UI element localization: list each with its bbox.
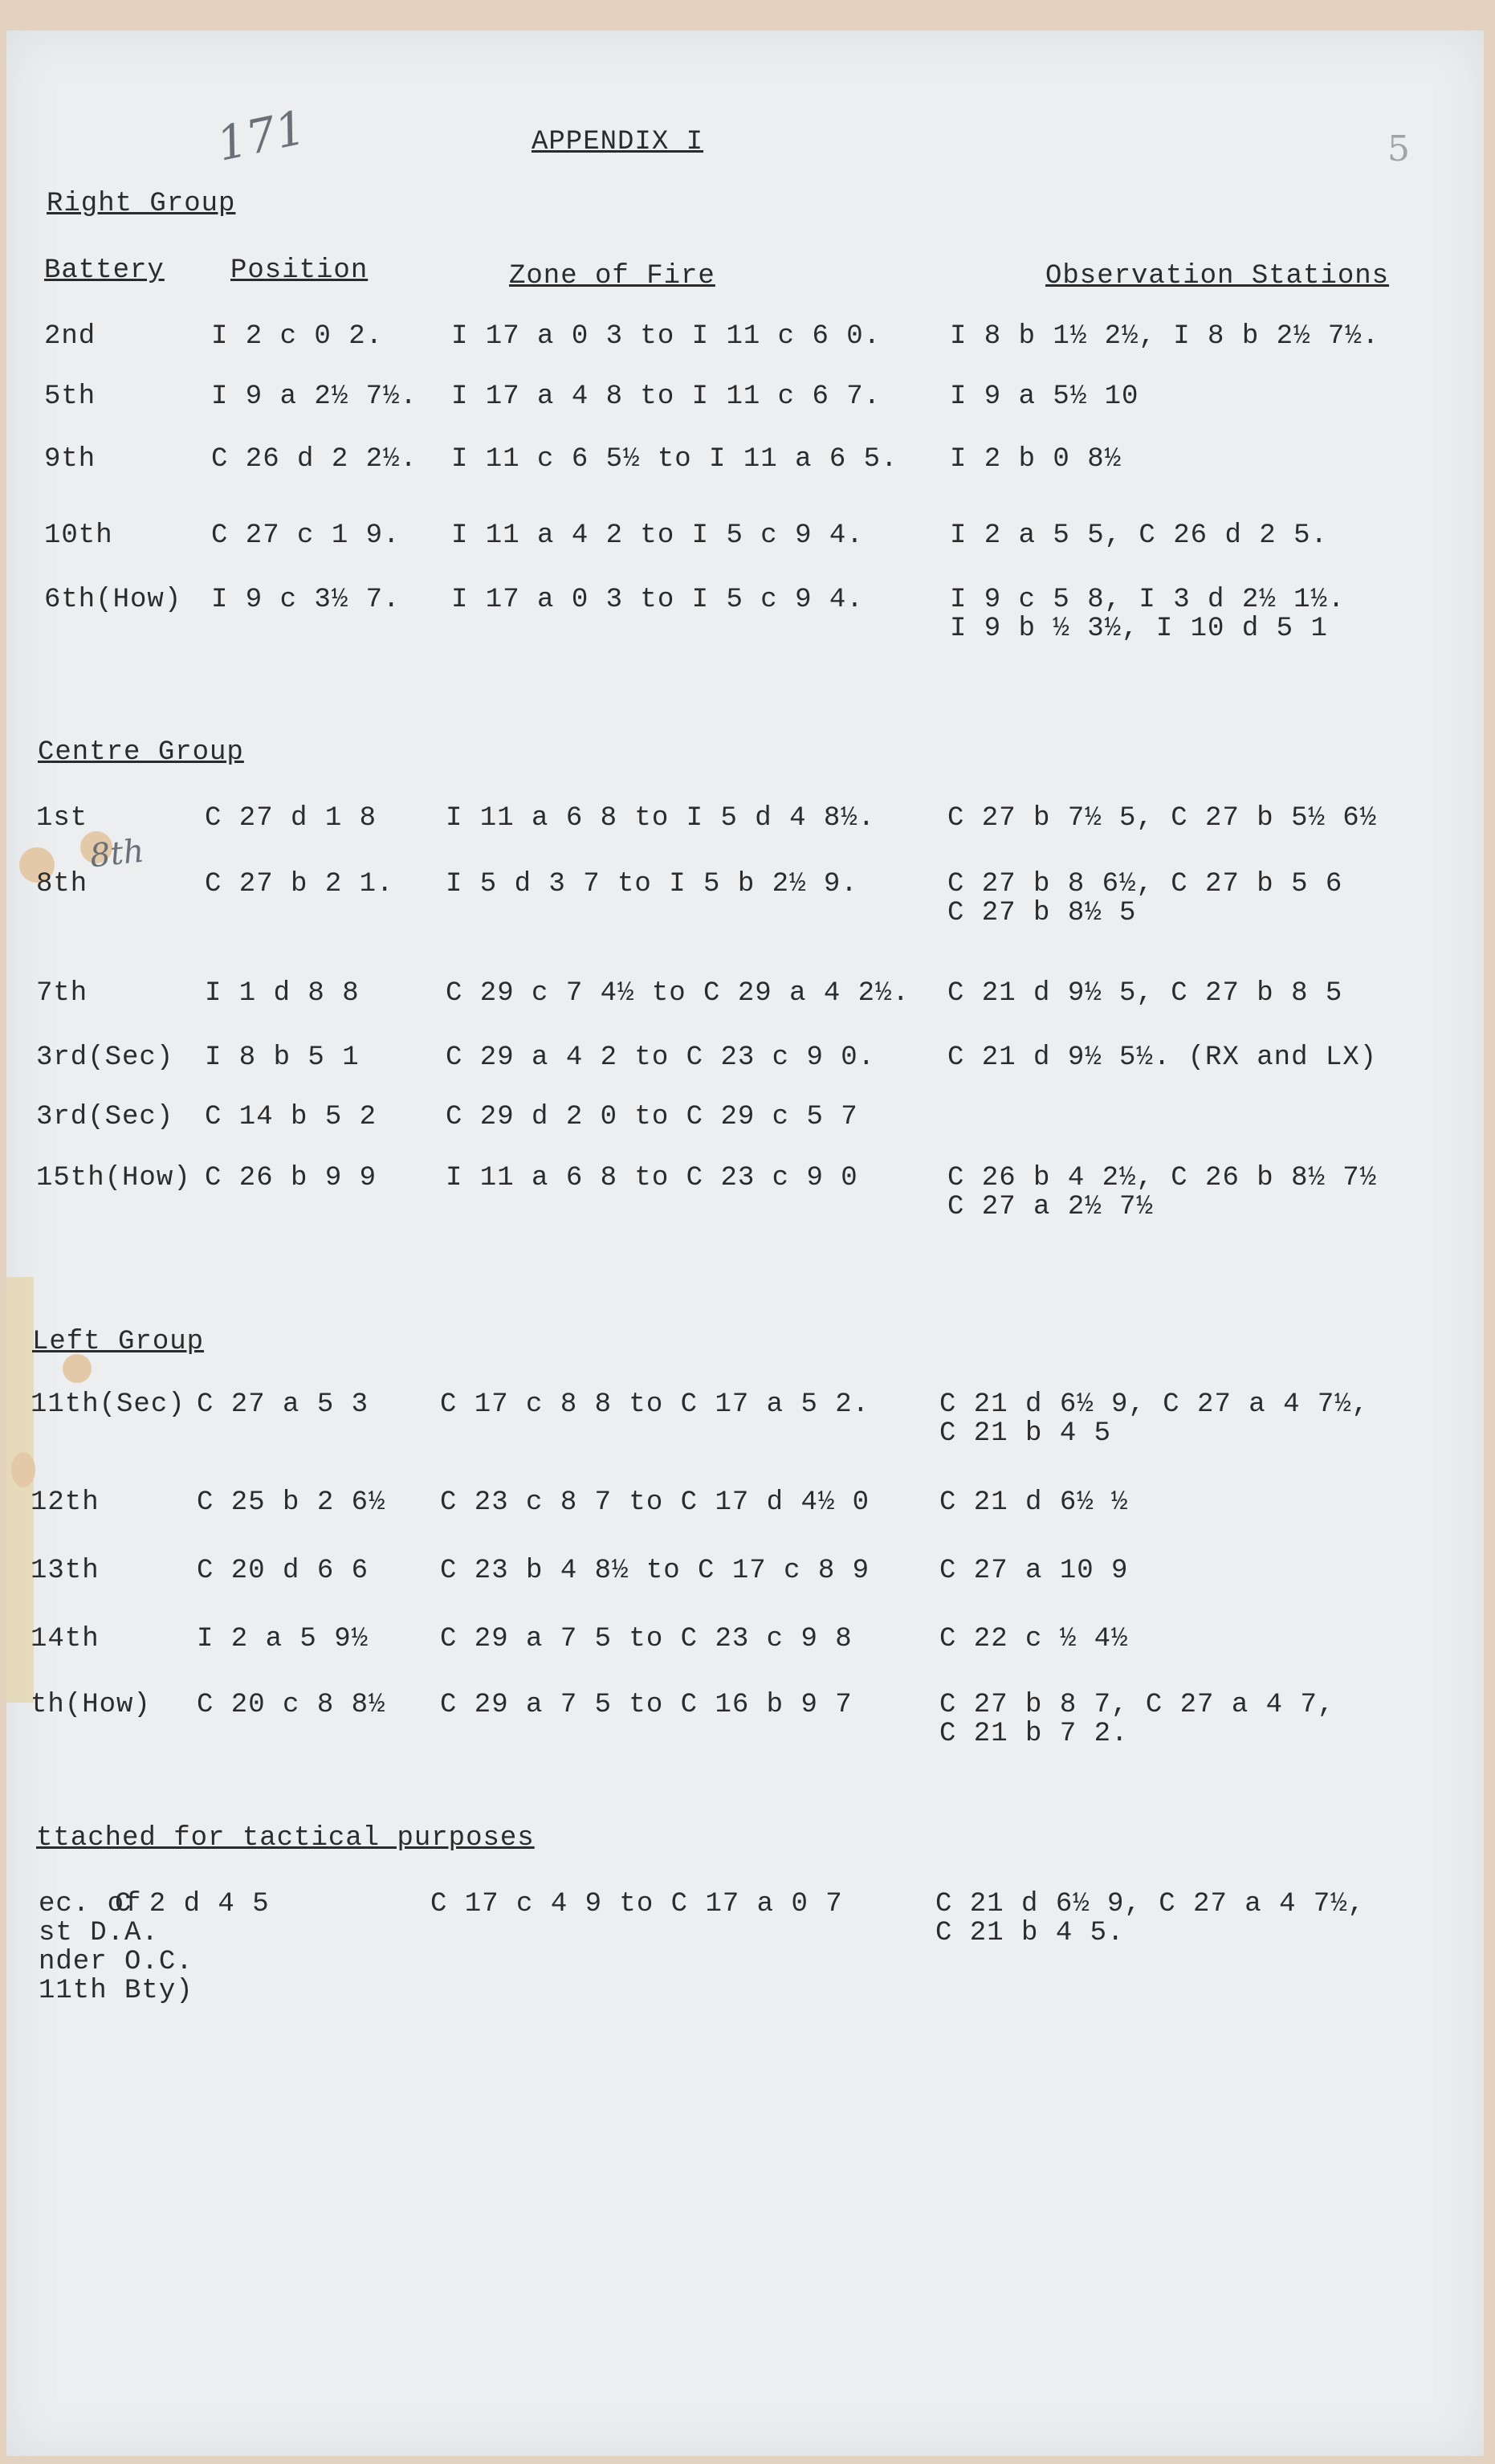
- battery-cell: ec. of: [39, 1889, 142, 1919]
- zone-of-fire-cell: C 29 a 4 2 to C 23 c 9 0.: [446, 1042, 876, 1073]
- observation-cell: C 21 d 9½ 5, C 27 b 8 5: [947, 978, 1343, 1009]
- position-cell: C 14 b 5 2: [205, 1102, 377, 1132]
- observation-cell: C 21 b 4 5.: [935, 1918, 1125, 1948]
- column-header-zone-of-fire: Zone of Fire: [509, 261, 715, 292]
- battery-cell: 8th: [36, 869, 88, 900]
- position-cell: I 2 c 0 2.: [211, 321, 384, 352]
- zone-of-fire-cell: C 17 c 8 8 to C 17 a 5 2.: [440, 1389, 870, 1420]
- battery-cell: 11th(Sec): [31, 1389, 185, 1420]
- observation-cell: C 27 b 8 7, C 27 a 4 7,: [939, 1690, 1335, 1720]
- zone-of-fire-cell: C 29 a 7 5 to C 23 c 9 8: [440, 1624, 853, 1654]
- position-cell: I 9 a 2½ 7½.: [211, 381, 418, 412]
- position-cell: C 25 b 2 6½: [197, 1487, 386, 1518]
- zone-of-fire-cell: C 29 d 2 0 to C 29 c 5 7: [446, 1102, 858, 1132]
- observation-cell: C 21 b 4 5: [939, 1418, 1112, 1449]
- position-cell: C 26 b 9 9: [205, 1163, 377, 1193]
- section-heading-left-group: Left Group: [32, 1327, 205, 1357]
- section-heading-centre-group: Centre Group: [38, 737, 244, 768]
- zone-of-fire-cell: I 11 a 6 8 to C 23 c 9 0: [446, 1163, 858, 1193]
- battery-cell: 11th Bty): [39, 1976, 193, 2006]
- battery-cell: 7th: [36, 978, 88, 1009]
- zone-of-fire-cell: C 29 a 7 5 to C 16 b 9 7: [440, 1690, 853, 1720]
- position-cell: I 2 a 5 9½: [197, 1624, 369, 1654]
- column-header-battery: Battery: [44, 255, 165, 286]
- observation-cell: C 21 d 6½ 9, C 27 a 4 7½,: [935, 1889, 1366, 1919]
- zone-of-fire-cell: C 29 c 7 4½ to C 29 a 4 2½.: [446, 978, 910, 1009]
- battery-cell: 13th: [31, 1556, 100, 1586]
- observation-cell: I 9 b ½ 3½, I 10 d 5 1: [950, 614, 1328, 644]
- position-cell: I 9 c 3½ 7.: [211, 585, 401, 615]
- observation-cell: C 21 d 6½ 9, C 27 a 4 7½,: [939, 1389, 1370, 1420]
- zone-of-fire-cell: I 11 a 6 8 to I 5 d 4 8½.: [446, 803, 876, 834]
- battery-cell: 1st: [36, 803, 88, 834]
- zone-of-fire-cell: I 11 c 6 5½ to I 11 a 6 5.: [451, 444, 898, 475]
- handwritten-annotation: 8th: [88, 832, 146, 875]
- position-cell: C 27 a 5 3: [197, 1389, 369, 1420]
- battery-cell: 10th: [44, 520, 113, 551]
- position-cell: C 26 d 2 2½.: [211, 444, 418, 475]
- battery-cell: th(How): [31, 1690, 151, 1720]
- column-header-observation-stations: Observation Stations: [1045, 261, 1390, 292]
- position-cell: C 2 d 4 5: [115, 1889, 270, 1919]
- battery-cell: 3rd(Sec): [36, 1042, 174, 1073]
- battery-cell: 15th(How): [36, 1163, 191, 1193]
- battery-cell: 3rd(Sec): [36, 1102, 174, 1132]
- observation-cell: I 9 a 5½ 10: [950, 381, 1139, 412]
- column-header-position: Position: [230, 255, 369, 286]
- observation-cell: C 27 b 7½ 5, C 27 b 5½ 6½: [947, 803, 1378, 834]
- zone-of-fire-cell: I 17 a 4 8 to I 11 c 6 7.: [451, 381, 882, 412]
- position-cell: C 20 c 8 8½: [197, 1690, 386, 1720]
- position-cell: C 20 d 6 6: [197, 1556, 369, 1586]
- section-heading-attached: ttached for tactical purposes: [36, 1823, 535, 1854]
- observation-cell: C 27 a 10 9: [939, 1556, 1129, 1586]
- battery-cell: 12th: [31, 1487, 100, 1518]
- zone-of-fire-cell: I 17 a 0 3 to I 5 c 9 4.: [451, 585, 864, 615]
- folio-number: 171: [212, 100, 311, 172]
- position-cell: C 27 d 1 8: [205, 803, 377, 834]
- zone-of-fire-cell: C 23 b 4 8½ to C 17 c 8 9: [440, 1556, 870, 1586]
- observation-cell: C 27 b 8½ 5: [947, 898, 1137, 928]
- battery-cell: 2nd: [44, 321, 96, 352]
- observation-cell: C 26 b 4 2½, C 26 b 8½ 7½: [947, 1163, 1378, 1193]
- observation-cell: I 2 a 5 5, C 26 d 2 5.: [950, 520, 1328, 551]
- zone-of-fire-cell: C 17 c 4 9 to C 17 a 0 7: [430, 1889, 843, 1919]
- observation-cell: I 2 b 0 8½: [950, 444, 1122, 475]
- position-cell: C 27 c 1 9.: [211, 520, 401, 551]
- page-title: APPENDIX I: [532, 127, 704, 157]
- battery-cell: 9th: [44, 444, 96, 475]
- position-cell: C 27 b 2 1.: [205, 869, 394, 900]
- observation-cell: C 27 a 2½ 7½: [947, 1192, 1154, 1222]
- zone-of-fire-cell: C 23 c 8 7 to C 17 d 4½ 0: [440, 1487, 870, 1518]
- punch-hole: [63, 1354, 92, 1383]
- observation-cell: I 9 c 5 8, I 3 d 2½ 1½.: [950, 585, 1346, 615]
- zone-of-fire-cell: I 11 a 4 2 to I 5 c 9 4.: [451, 520, 864, 551]
- observation-cell: C 21 b 7 2.: [939, 1719, 1129, 1749]
- observation-cell: C 21 d 9½ 5½. (RX and LX): [947, 1042, 1378, 1073]
- observation-cell: I 8 b 1½ 2½, I 8 b 2½ 7½.: [950, 321, 1380, 352]
- tape-strip: [6, 1277, 34, 1703]
- observation-cell: C 27 b 8 6½, C 27 b 5 6: [947, 869, 1343, 900]
- battery-cell: 5th: [44, 381, 96, 412]
- position-cell: I 8 b 5 1: [205, 1042, 360, 1073]
- punch-hole: [11, 1452, 35, 1487]
- observation-cell: C 21 d 6½ ½: [939, 1487, 1129, 1518]
- zone-of-fire-cell: I 5 d 3 7 to I 5 b 2½ 9.: [446, 869, 858, 900]
- zone-of-fire-cell: I 17 a 0 3 to I 11 c 6 0.: [451, 321, 882, 352]
- battery-cell: 6th(How): [44, 585, 182, 615]
- battery-cell: nder O.C.: [39, 1947, 193, 1977]
- position-cell: I 1 d 8 8: [205, 978, 360, 1009]
- page-number: 5: [1387, 129, 1410, 169]
- battery-cell: 14th: [31, 1624, 100, 1654]
- battery-cell: st D.A.: [39, 1918, 159, 1948]
- observation-cell: C 22 c ½ 4½: [939, 1624, 1129, 1654]
- section-heading-right-group: Right Group: [47, 189, 236, 219]
